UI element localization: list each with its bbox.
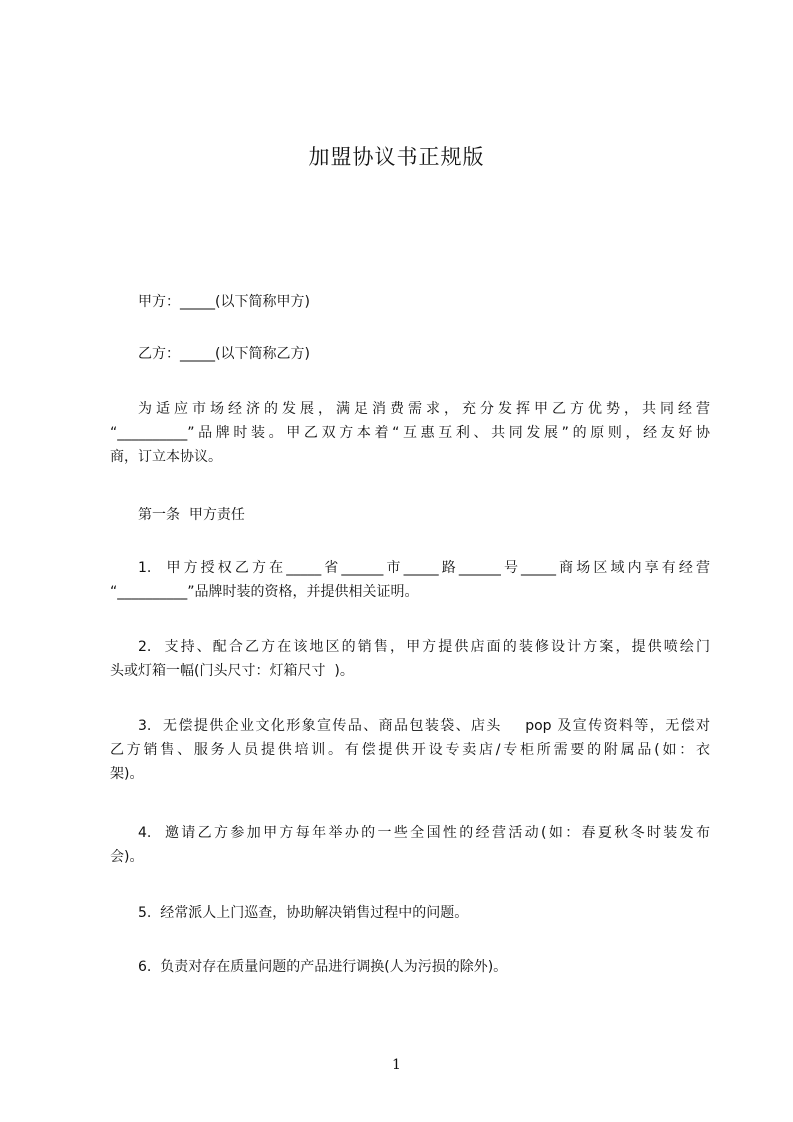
- intro-line-2: “__________”品牌时装。甲乙双方本着“互惠互利、共同发展”的原则，经友好协: [110, 425, 710, 441]
- item-2-line-1: 2. 支持、配合乙方在该地区的销售，甲方提供店面的装修设计方案，提供喷绘门: [138, 639, 710, 655]
- article-1-item-1: [110, 556, 710, 604]
- article-1-heading-text: 第一条 甲方责任: [138, 507, 245, 523]
- item-2-line-2: 头或灯箱一幅(门头尺寸：灯箱尺寸 )。: [110, 663, 354, 679]
- article-1-item-6: [110, 955, 710, 979]
- item-1-line-2: “__________”品牌时装的资格，并提供相关证明。: [110, 584, 419, 600]
- item-6-text: 6. 负责对存在质量问题的产品进行调换(人为污损的除外)。: [138, 959, 508, 975]
- party-a-line: [110, 290, 710, 314]
- party-b-text: 乙方：_____(以下简称乙方): [138, 346, 310, 362]
- article-1-item-3: [110, 714, 710, 786]
- article-1-heading: [110, 503, 710, 527]
- item-4-line-2: 会)。: [110, 849, 144, 865]
- intro-line-3: 商，订立本协议。: [110, 449, 222, 465]
- item-4-line-1: 4. 邀请乙方参加甲方每年举办的一些全国性的经营活动(如：春夏秋冬时装发布: [138, 825, 710, 841]
- article-1-item-4: [110, 821, 710, 869]
- intro-paragraph: [110, 397, 710, 469]
- article-1-item-2: [110, 635, 710, 683]
- item-1-line-1: 1. 甲方授权乙方在_____省______市_____路______号_____商场区域内享有经营: [138, 560, 710, 576]
- item-3-line-1: 3. 无偿提供企业文化形象宣传品、商品包装袋、店头 pop 及宣传资料等，无偿对: [138, 718, 710, 734]
- party-a-text: 甲方：_____(以下简称甲方): [138, 294, 310, 310]
- item-3-line-2: 乙方销售、服务人员提供培训。有偿提供开设专卖店/专柜所需要的附属品(如：衣: [110, 742, 710, 758]
- item-5-text: 5. 经常派人上门巡查，协助解决销售过程中的问题。: [138, 905, 469, 921]
- intro-line-1: 为适应市场经济的发展，满足消费需求，充分发挥甲乙方优势，共同经营: [138, 401, 710, 417]
- party-b-line: [110, 342, 710, 366]
- document-title: 加盟协议书正规版: [308, 145, 485, 169]
- item-3-line-3: 架)。: [110, 766, 144, 782]
- page-number: 1: [392, 1057, 401, 1073]
- article-1-item-5: [110, 901, 710, 925]
